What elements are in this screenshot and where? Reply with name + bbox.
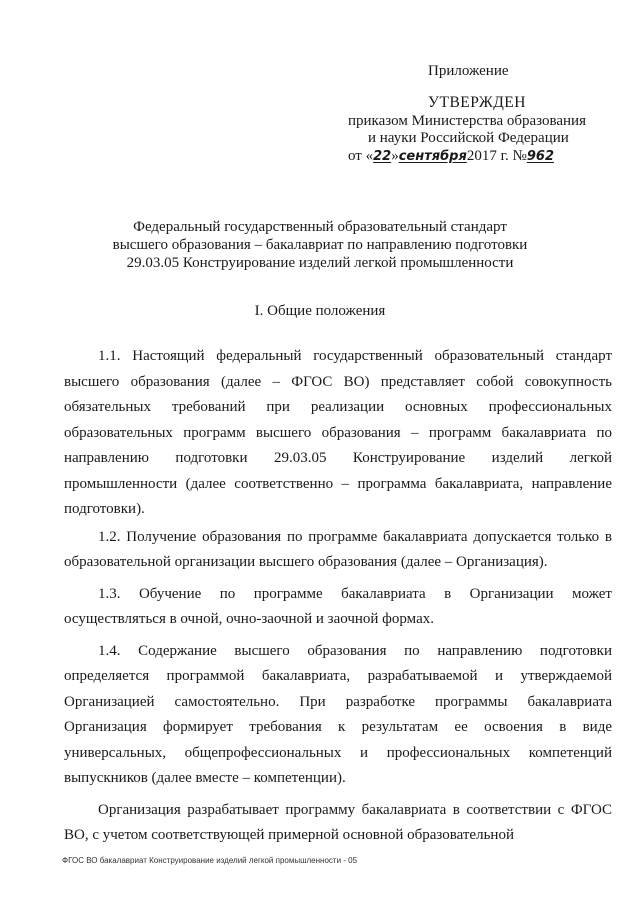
handwritten-day: 22: [373, 149, 392, 164]
approved-label: УТВЕРЖДЕН: [428, 94, 526, 111]
page-footer: ФГОС ВО бакалавриат Конструирование изделий легкой промышленности - 05: [62, 856, 358, 865]
handwritten-order-number: 962: [526, 149, 554, 164]
paragraph-1-3: 1.3. Обучение по программе бакалавриата в Организации может осуществляться в очной, очно-заочной и заочной формах.: [64, 585, 612, 627]
handwritten-month: сентября: [398, 149, 467, 164]
standard-title: [60, 218, 580, 272]
date-year: 2017 г. №: [466, 148, 527, 164]
appendix-label: Приложение: [428, 63, 509, 79]
paragraph-organization: Организация разрабатывает программу бакалавриата в соответствии с ФГОС ВО, с учетом соответствующей примерной основной образовательной: [64, 801, 612, 843]
section-heading: I. Общие положения: [254, 303, 386, 319]
paragraph-1-4: 1.4. Содержание высшего образования по направлению подготовки определяется программой бакалавриата, разрабатываемой и утверждаемой Организацией самостоятельно. При разработке программы бакалавриата Организация формирует требования к результатам ее освоения в виде универсальных, общепрофессиональных и профессиональных компетенций выпускников (далее вместе – компетенции).: [64, 642, 612, 786]
order-date-line: [348, 147, 554, 166]
title-line-1: Федеральный государственный образовательный стандарт: [133, 219, 507, 235]
paragraph-1-2: 1.2. Получение образования по программе бакалавриата допускается только в образовательной организации высшего образования (далее – Организация).: [64, 528, 612, 570]
order-line: приказом Министерства образования: [348, 113, 586, 129]
paragraph-1-1: 1.1. Настоящий федеральный государственный образовательный стандарт высшего образования (далее – ФГОС ВО) представляет собой совокупность обязательных требований при реализации основных профессиональных образовательных программ высшего образования – программ бакалавриата по направлению подготовки 29.03.05 Конструирование изделий легкой промышленности (далее соответственно – программа бакалавриата, направление подготовки).: [64, 348, 612, 517]
title-line-2: высшего образования – бакалавриат по направлению подготовки: [112, 237, 528, 253]
date-prefix: от «: [348, 148, 374, 164]
ministry-line: и науки Российской Федерации: [368, 130, 569, 146]
document-body: [64, 344, 612, 849]
date-mid: »: [391, 148, 399, 164]
title-line-3: 29.03.05 Конструирование изделий легкой промышленности: [126, 255, 514, 271]
